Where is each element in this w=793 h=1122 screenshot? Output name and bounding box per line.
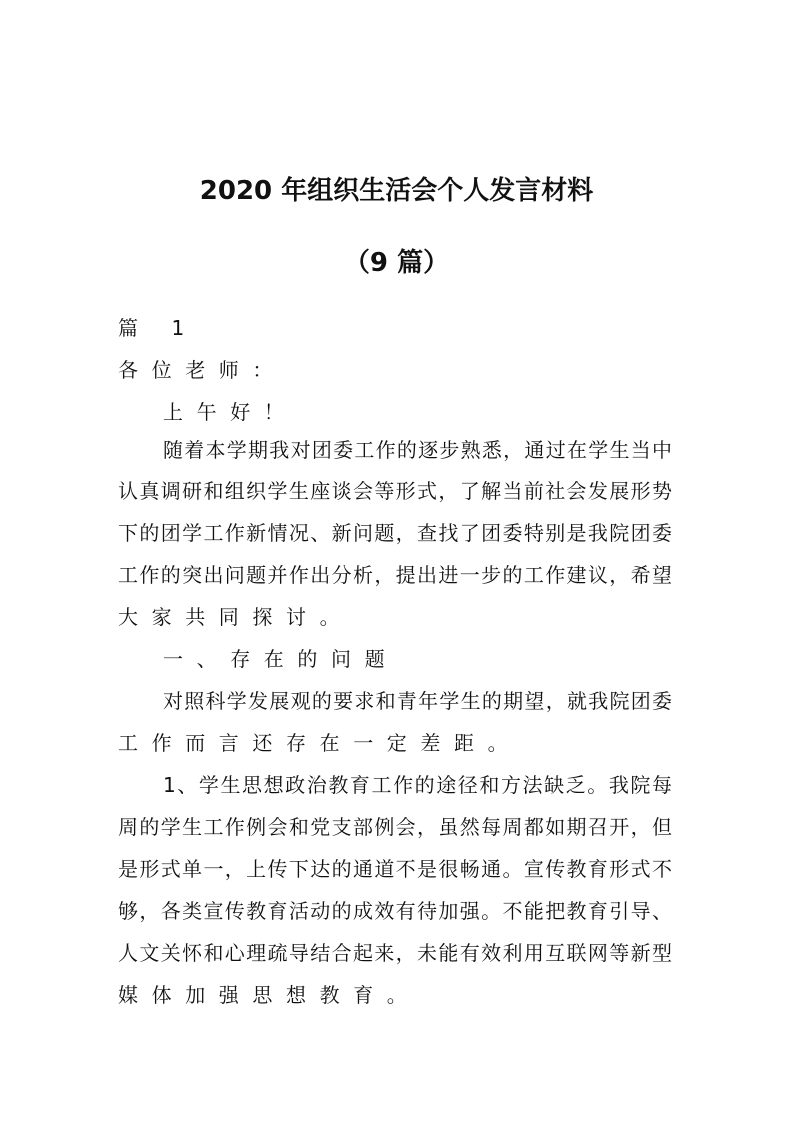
document-subtitle: （9 篇） [343,248,450,278]
section-heading: 篇 1 [118,316,198,340]
body-line: 下的团学工作新情况、新问题，查找了团委特别是我院团委 [118,521,672,545]
greeting: 上午好！ [163,400,298,424]
body-line: 工作而言还存在一定差距。 [118,731,522,755]
body-line: 1、学生思想政治教育工作的途径和方法缺乏。我院每 [163,773,672,797]
document-title: 2020 年组织生活会个人发言材料 [199,176,594,206]
body-line: 人文关怀和心理疏导结合起来，未能有效利用互联网等新型 [118,941,672,965]
body-line: 认真调研和组织学生座谈会等形式，了解当前社会发展形势 [118,479,672,503]
body-line: 是形式单一，上传下达的通道不是很畅通。宣传教育形式不 [118,857,672,881]
body-line: 够，各类宣传教育活动的成效有待加强。不能把教育引导、 [118,899,672,923]
body-line: 对照科学发展观的要求和青年学生的期望，就我院团委 [163,689,672,713]
body-line: 媒体加强思想教育。 [118,983,421,1007]
body-line: 工作的突出问题并作出分析，提出进一步的工作建议，希望 [118,563,672,587]
body-line: 随着本学期我对团委工作的逐步熟悉，通过在学生当中 [163,438,672,462]
body-line: 周的学生工作例会和党支部例会，虽然每周都如期召开，但 [118,815,672,839]
body-line: 大家共同探讨。 [118,605,354,629]
section-heading-problems: 一、存在的问题 [163,647,399,671]
salutation: 各位老师： [118,358,286,382]
